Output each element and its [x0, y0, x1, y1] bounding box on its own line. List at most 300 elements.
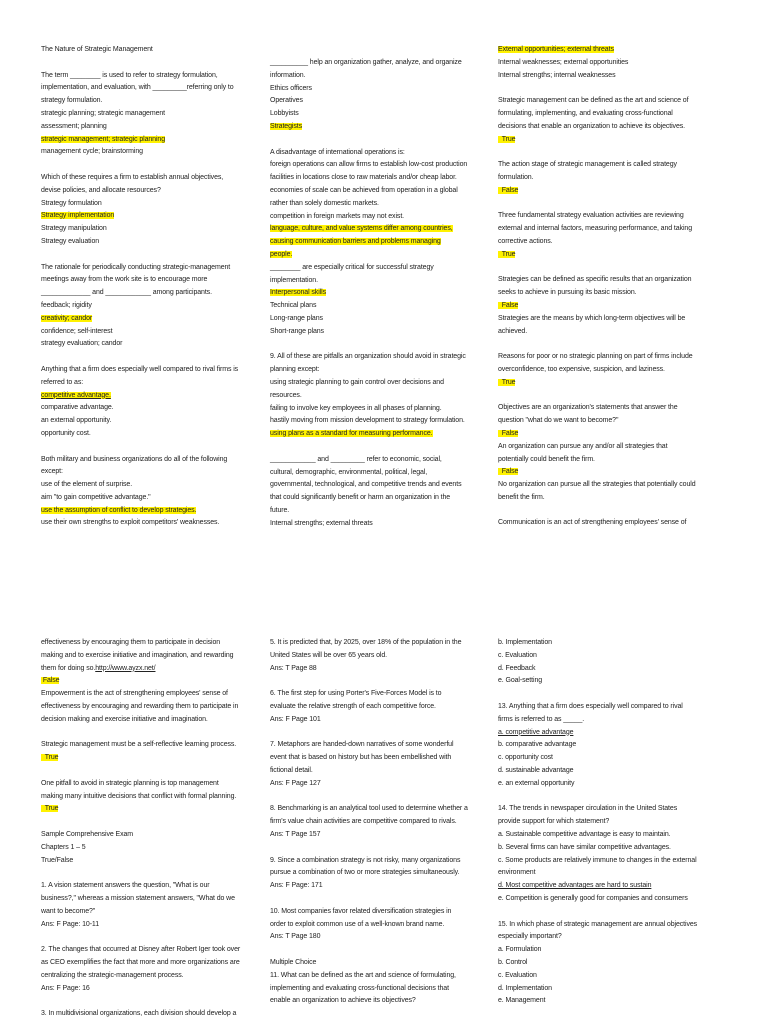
line-text: meetings away from the work site is to encourage more	[41, 276, 208, 284]
text-line	[498, 70, 724, 83]
line-text: implementing and evaluating cross-functional decisions that	[270, 984, 449, 992]
text-line	[498, 121, 724, 134]
highlighted-answer-line	[498, 249, 724, 262]
text-line	[270, 390, 496, 403]
line-text: Multiple Choice	[270, 958, 317, 966]
column-6	[498, 637, 724, 1008]
text-line	[41, 778, 267, 791]
text-line	[41, 338, 267, 351]
text-line	[498, 919, 724, 932]
text-line	[270, 57, 496, 70]
line-text: potentially could benefit the firm.	[498, 455, 595, 463]
line-gap	[498, 906, 724, 919]
line-text: comparative advantage.	[41, 404, 114, 412]
line-text: b. comparative advantage	[498, 741, 577, 749]
text-line	[270, 803, 496, 816]
line-text: strategic management; strategic planning	[41, 135, 166, 143]
line-gap	[41, 995, 267, 1008]
text-line	[498, 454, 724, 467]
line-text: future.	[270, 506, 290, 514]
line-text: ________ are especially critical for successful strategy	[270, 263, 434, 271]
line-text: Internal weaknesses; external opportunities	[498, 58, 629, 66]
line-text: Operatives	[270, 97, 303, 105]
line-text: e. Competition is generally good for companies and consumers	[498, 894, 688, 902]
line-text: formulating, implementing, and evaluating cross-functional	[498, 109, 673, 117]
line-gap	[270, 134, 496, 147]
line-gap	[41, 867, 267, 880]
line-text: Ans: F Page 127	[270, 779, 321, 787]
text-line	[498, 57, 724, 70]
line-text: Strategic management can be defined as the art and science of	[498, 97, 689, 105]
line-text: 15. In which phase of strategic management are annual objectives	[498, 920, 698, 928]
text-line	[270, 829, 496, 842]
text-line	[498, 739, 724, 752]
line-text: making and to exercise initiative and imagination, and rewarding	[41, 651, 234, 659]
text-line	[270, 983, 496, 996]
highlighted-answer-line	[41, 210, 267, 223]
line-text: 3. In multidivisional organizations, each division should develop a	[41, 1010, 237, 1018]
line-text: overconfidence, too expensive, suspicion, and laziness.	[498, 365, 665, 373]
text-line	[270, 906, 496, 919]
line-text: Strategic management must be a self-reflective learning process.	[41, 741, 237, 749]
text-line	[41, 842, 267, 855]
text-line	[270, 995, 496, 1008]
line-gap	[498, 82, 724, 95]
line-text: Ans: F Page 101	[270, 715, 321, 723]
line-text: 14. The trends in newspaper circulation in the United States	[498, 805, 678, 813]
line-gap	[41, 159, 267, 172]
text-line	[270, 313, 496, 326]
text-line	[270, 970, 496, 983]
text-line	[498, 415, 724, 428]
line-text: Strategy manipulation	[41, 225, 107, 233]
text-line	[270, 492, 496, 505]
line-gap	[270, 791, 496, 804]
text-line	[498, 701, 724, 714]
text-line	[41, 855, 267, 868]
text-line	[270, 83, 496, 96]
line-text: a. competitive advantage	[498, 728, 574, 736]
line-text: as CEO exemplifies the fact that more and more organizations are	[41, 958, 240, 966]
text-line	[498, 274, 724, 287]
text-line	[270, 377, 496, 390]
line-text: c. opportunity cost	[498, 754, 553, 762]
line-text: resources.	[270, 391, 302, 399]
line-text: implementation, and evaluation, with _________referring only to	[41, 84, 234, 92]
column-3	[498, 44, 724, 530]
text-line	[270, 765, 496, 778]
text-line	[270, 403, 496, 416]
text-line	[270, 479, 496, 492]
text-line	[270, 364, 496, 377]
text-line	[498, 492, 724, 505]
text-line	[498, 983, 724, 996]
text-line	[41, 944, 267, 957]
text-line	[498, 210, 724, 223]
text-line	[498, 402, 724, 415]
line-text: 5. It is predicted that, by 2025, over 18% of the population in the	[270, 639, 462, 646]
text-line	[498, 752, 724, 765]
line-text: especially important?	[498, 933, 562, 941]
line-text: Reasons for poor or no strategic planning on part of firms include	[498, 353, 693, 361]
text-line	[498, 880, 724, 893]
text-line	[41, 262, 267, 275]
text-line	[41, 146, 267, 159]
line-text: Which of these requires a firm to establish annual objectives,	[41, 173, 224, 181]
line-text: Strategists	[270, 122, 302, 130]
line-text: decision making and exercise initiative and imagination.	[41, 715, 208, 723]
line-text: making many intuitive decisions that conflict with formal planning.	[41, 792, 237, 800]
line-gap	[41, 727, 267, 740]
text-line	[498, 957, 724, 970]
text-line	[41, 791, 267, 804]
text-line	[41, 983, 267, 996]
line-text: Short-range plans	[270, 327, 324, 335]
highlighted-answer-line	[41, 134, 267, 147]
line-text: decisions that enable an organization to achieve its objectives.	[498, 122, 685, 130]
line-text: Ans: F Page: 171	[270, 882, 323, 890]
line-text: business?," whereas a mission statement answers, "What do we	[41, 894, 235, 902]
highlighted-answer-line	[41, 313, 267, 326]
text-line	[270, 714, 496, 727]
line-text: except:	[41, 468, 63, 476]
line-text: foreign operations can allow firms to establish low-cost production	[270, 161, 468, 169]
line-gap	[270, 842, 496, 855]
line-text: d. sustainable advantage	[498, 766, 574, 774]
text-line	[498, 287, 724, 300]
text-line	[41, 919, 267, 932]
text-line	[270, 816, 496, 829]
text-line	[498, 313, 724, 326]
text-line	[498, 995, 724, 1008]
highlighted-answer-line	[498, 185, 724, 198]
text-line	[41, 300, 267, 313]
text-line	[498, 108, 724, 121]
line-text: The rationale for periodically conducting strategic-management	[41, 263, 231, 271]
line-text: question "what do we want to become?"	[498, 417, 619, 425]
line-text: want to become?"	[41, 907, 96, 915]
line-text: d. Implementation	[498, 984, 552, 992]
line-text: enable an organization to achieve its objectives?	[270, 997, 416, 1005]
line-text: seeks to achieve in pursuing its basic mission.	[498, 289, 637, 297]
line-text: order to exploit common use of a well-known brand name.	[270, 920, 445, 928]
text-line	[270, 415, 496, 428]
line-text: event that is based on history but has been embellished with	[270, 754, 452, 762]
text-line	[270, 198, 496, 211]
line-gap	[270, 727, 496, 740]
line-text: strategy formulation.	[41, 97, 103, 105]
text-line	[41, 121, 267, 134]
line-text: d. Most competitive advantages are hard to sustain	[498, 882, 652, 890]
line-text: use the assumption of conflict to develop strategies.	[41, 506, 197, 514]
line-text: competition in foreign markets may not exist.	[270, 212, 405, 220]
text-line	[41, 466, 267, 479]
text-line	[41, 739, 267, 752]
line-text: Ans: F Page: 16	[41, 984, 90, 992]
line-text: True	[498, 135, 516, 143]
text-line	[41, 198, 267, 211]
text-line	[270, 262, 496, 275]
line-text: False	[498, 429, 519, 437]
text-line	[41, 714, 267, 727]
line-text: confidence; self-interest	[41, 327, 113, 335]
highlighted-answer-line	[270, 121, 496, 134]
line-text: True	[498, 378, 516, 386]
line-text: Ans: F Page: 10-11	[41, 920, 99, 928]
text-line	[270, 650, 496, 663]
line-text: c. Evaluation	[498, 971, 537, 979]
text-line	[498, 663, 724, 676]
url-link[interactable]: http://www.ayzx.net/	[95, 664, 156, 672]
line-gap	[41, 765, 267, 778]
line-text: d. Feedback	[498, 664, 536, 672]
line-text: 13. Anything that a firm does especially well compared to rival	[498, 702, 683, 710]
text-line	[270, 300, 496, 313]
line-text: c. Some products are relatively immune to changes in the external	[498, 856, 697, 864]
text-line	[41, 880, 267, 893]
line-text: Communication is an act of strengthening employees' sense of	[498, 519, 687, 527]
text-line	[41, 108, 267, 121]
line-text: False	[498, 186, 519, 194]
text-line	[41, 236, 267, 249]
line-text: planning except:	[270, 366, 320, 374]
line-text: provide support for which statement?	[498, 818, 610, 826]
text-line	[41, 428, 267, 441]
text-line	[270, 185, 496, 198]
highlighted-answer-line	[498, 134, 724, 147]
text-line	[498, 842, 724, 855]
line-text: 8. Benchmarking is an analytical tool used to determine whether a	[270, 805, 468, 813]
text-line	[498, 223, 724, 236]
line-text: formulation.	[498, 173, 534, 181]
line-text: b. Control	[498, 958, 528, 966]
line-gap	[41, 57, 267, 70]
line-text: corrective actions.	[498, 237, 553, 245]
line-text: Anything that a firm does especially well compared to rival firms is	[41, 365, 239, 373]
line-text: 10. Most companies favor related diversification strategies in	[270, 907, 452, 915]
line-text: external and internal factors, measuring performance, and taking	[498, 225, 692, 233]
line-text: True	[498, 250, 516, 258]
text-line	[41, 326, 267, 339]
line-text: centralizing the strategic-management process.	[41, 971, 184, 979]
text-line	[270, 159, 496, 172]
text-line	[498, 351, 724, 364]
line-text: Interpersonal skills	[270, 289, 326, 297]
line-text: Objectives are an organization's statements that answer the	[498, 404, 678, 412]
line-text: One pitfall to avoid in strategic planning is top management	[41, 779, 219, 787]
line-text: 9. Since a combination strategy is not risky, many organizations	[270, 856, 461, 864]
text-line	[41, 70, 267, 83]
line-text: hastily moving from mission development to strategy formulation.	[270, 417, 465, 425]
line-text: Three fundamental strategy evaluation activities are reviewing	[498, 212, 684, 220]
line-text: ____________ and _________ refer to economic, social,	[270, 455, 442, 463]
line-text: Empowerment is the act of strengthening employees' sense of	[41, 690, 228, 698]
line-text: cultural, demographic, environmental, political, legal,	[270, 468, 428, 476]
line-text: Strategies are the means by which long-term objectives will be	[498, 314, 686, 322]
text-line	[41, 287, 267, 300]
line-text: 2. The changes that occurred at Disney after Robert Iger took over	[41, 946, 241, 954]
text-line	[270, 275, 496, 288]
text-line	[41, 637, 267, 650]
line-text: United States will be over 65 years old.	[270, 651, 388, 659]
line-text: An organization can pursue any and/or all strategies that	[498, 442, 668, 450]
text-line	[41, 185, 267, 198]
line-text: people.	[270, 250, 293, 258]
line-gap	[498, 688, 724, 701]
line-text: Sample Comprehensive Exam	[41, 830, 134, 838]
line-text: pursue a combination of two or more strategies simultaneously.	[270, 869, 460, 877]
text-line	[498, 765, 724, 778]
line-text: 6. The first step for using Porter's Five-Forces Model is to	[270, 690, 442, 698]
line-text: achieved.	[498, 327, 528, 335]
line-text: firm's value chain activities are competitive compared to rivals.	[270, 818, 457, 826]
text-line	[498, 675, 724, 688]
text-line	[270, 95, 496, 108]
text-line	[498, 970, 724, 983]
text-line	[41, 172, 267, 185]
line-text: Both military and business organizations do all of the following	[41, 455, 228, 463]
line-text: The Nature of Strategic Management	[41, 46, 153, 53]
line-text: False	[41, 677, 60, 685]
text-line	[270, 211, 496, 224]
line-text: causing communication barriers and problems managing	[270, 238, 441, 246]
highlighted-answer-line	[41, 390, 267, 403]
text-line	[270, 637, 496, 650]
line-text: e. an external opportunity	[498, 779, 575, 787]
text-line	[498, 517, 724, 530]
line-text: A disadvantage of international operations is:	[270, 148, 405, 156]
line-text: them for doing so.http://www.ayzx.net/	[41, 664, 156, 672]
text-line	[270, 778, 496, 791]
text-line	[41, 364, 267, 377]
text-line	[270, 172, 496, 185]
text-line	[498, 650, 724, 663]
line-text: economies of scale can be achieved from operation in a global	[270, 186, 458, 194]
text-line	[270, 454, 496, 467]
line-text: feedback; rigidity	[41, 301, 92, 309]
line-gap	[41, 931, 267, 944]
line-text: b. Implementation	[498, 639, 552, 646]
text-line	[498, 931, 724, 944]
text-line	[41, 44, 267, 57]
text-line	[270, 108, 496, 121]
column-4	[41, 637, 267, 1021]
line-gap	[270, 441, 496, 454]
line-text: Ans: T Page 88	[270, 664, 317, 672]
text-line	[498, 637, 724, 650]
line-text: using plans as a standard for measuring performance.	[270, 430, 433, 438]
line-text: environment	[498, 869, 536, 877]
line-text: 9. All of these are pitfalls an organization should avoid in strategic	[270, 353, 466, 361]
line-text: competitive advantage.	[41, 391, 111, 399]
line-text: implementation.	[270, 276, 318, 284]
highlighted-answer-line	[270, 287, 496, 300]
text-line	[41, 970, 267, 983]
line-text: Ans: T Page 180	[270, 933, 321, 941]
highlighted-answer-line	[41, 505, 267, 518]
line-text: Strategy implementation	[41, 212, 115, 220]
text-line	[41, 415, 267, 428]
text-line	[270, 505, 496, 518]
text-line	[498, 326, 724, 339]
line-text: a. Formulation	[498, 946, 542, 954]
line-text: a. Sustainable competitive advantage is easy to maintain.	[498, 830, 671, 838]
line-text: aim "to gain competitive advantage."	[41, 493, 151, 501]
text-line	[270, 919, 496, 932]
line-text: referred to as:	[41, 378, 84, 386]
text-line	[41, 957, 267, 970]
text-line	[498, 803, 724, 816]
highlighted-answer-line	[270, 236, 496, 249]
text-line	[41, 82, 267, 95]
line-text: Internal strengths; external threats	[270, 519, 373, 527]
line-gap	[498, 262, 724, 275]
line-text: using strategic planning to gain control over decisions and	[270, 378, 444, 386]
text-line	[41, 223, 267, 236]
text-line	[41, 893, 267, 906]
line-text: facilities in locations close to raw materials and/or cheap labor.	[270, 174, 457, 182]
text-line	[270, 867, 496, 880]
line-text: rather than solely domestic markets.	[270, 199, 379, 207]
text-line	[498, 778, 724, 791]
text-line	[498, 479, 724, 492]
line-gap	[498, 338, 724, 351]
line-text: evaluate the relative strength of each competitive force.	[270, 702, 436, 710]
highlighted-answer-line	[498, 428, 724, 441]
text-line	[41, 701, 267, 714]
text-line	[41, 650, 267, 663]
line-text: effectiveness by encouraging and rewarding them to participate in	[41, 702, 239, 710]
line-gap	[498, 390, 724, 403]
text-line	[270, 752, 496, 765]
text-line	[270, 855, 496, 868]
text-line	[270, 701, 496, 714]
line-text: True	[41, 805, 59, 813]
line-text: True/False	[41, 856, 74, 864]
line-text: Ethics officers	[270, 84, 312, 92]
text-line	[270, 351, 496, 364]
line-text: _____________ and ____________ among participants.	[41, 289, 212, 297]
text-line	[498, 944, 724, 957]
line-text: __________ help an organization gather, analyze, and organize	[270, 59, 462, 66]
line-gap	[270, 944, 496, 957]
line-text: Internal strengths; internal weaknesses	[498, 71, 616, 79]
line-gap	[270, 675, 496, 688]
line-text: b. Several firms can have similar competitive advantages.	[498, 843, 671, 851]
line-text: 7. Metaphors are handed-down narratives of some wonderful	[270, 741, 454, 749]
line-text: Chapters 1 – 5	[41, 843, 86, 851]
line-text: False	[498, 301, 519, 309]
line-text: language, culture, and value systems differ among countries,	[270, 225, 453, 233]
line-text: benefit the firm.	[498, 493, 545, 501]
highlighted-answer-line	[270, 428, 496, 441]
text-line	[41, 906, 267, 919]
line-text: firms is referred to as _____.	[498, 715, 585, 723]
text-line	[41, 1008, 267, 1021]
text-line	[41, 274, 267, 287]
line-text: The action stage of strategic management is called strategy	[498, 161, 677, 169]
text-line	[270, 957, 496, 970]
line-text: an external opportunity.	[41, 417, 112, 425]
text-line	[41, 829, 267, 842]
line-text: use their own strengths to exploit competitors' weaknesses.	[41, 519, 220, 527]
text-line	[498, 867, 724, 880]
text-line	[41, 402, 267, 415]
line-text: External opportunities; external threats	[498, 46, 614, 53]
line-gap	[41, 441, 267, 454]
text-line	[270, 688, 496, 701]
text-line	[270, 467, 496, 480]
